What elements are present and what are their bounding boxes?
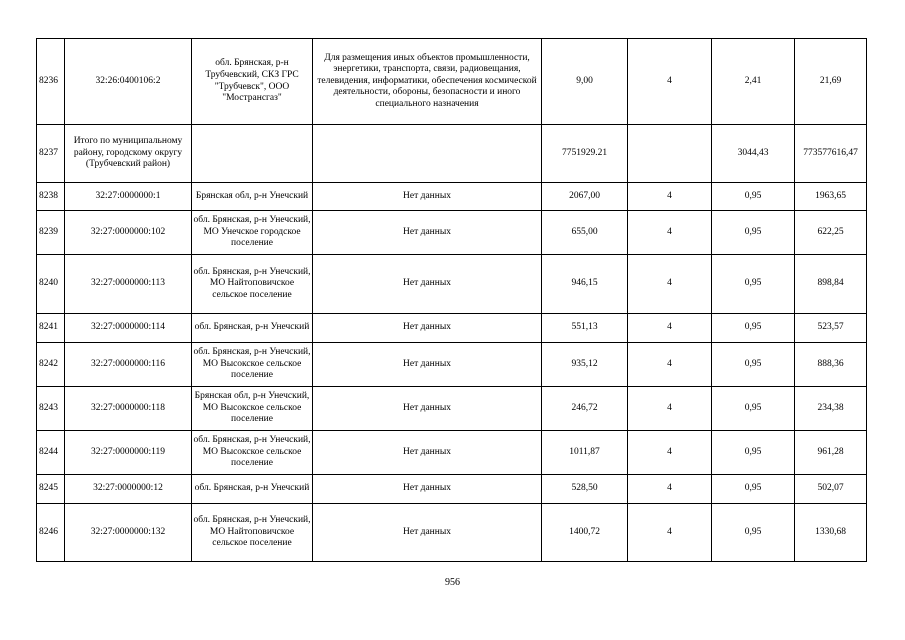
cadastral-number: 32:27:0000000:119 — [65, 431, 192, 475]
cadastral-number: 32:27:0000000:113 — [65, 255, 192, 314]
area: 946,15 — [542, 255, 628, 314]
specific-value: 0,95 — [712, 211, 795, 255]
table-row — [37, 125, 867, 183]
address: обл. Брянская, р-н Унечский, МО Высокское сельское поселение — [192, 343, 313, 387]
row-number: 8241 — [37, 314, 65, 343]
cadastral-value: 888,36 — [795, 343, 867, 387]
table-row — [37, 343, 867, 387]
address: обл. Брянская, р-н Унечский, МО Найтоповичское сельское поселение — [192, 504, 313, 562]
group: 4 — [628, 255, 712, 314]
table-row — [37, 39, 867, 125]
table-row — [37, 314, 867, 343]
area: 1400,72 — [542, 504, 628, 562]
specific-value: 0,95 — [712, 183, 795, 211]
cadastral-number: 32:27:0000000:118 — [65, 387, 192, 431]
cadastral-number: Итого по муниципальному району, городскому округу (Трубчевский район) — [65, 125, 192, 183]
usage-type: Нет данных — [313, 183, 542, 211]
page-number: 956 — [445, 577, 460, 588]
usage-type: Нет данных — [313, 255, 542, 314]
cadastral-number: 32:26:0400106:2 — [65, 39, 192, 125]
cadastral-value-table — [36, 38, 867, 562]
table-row — [37, 211, 867, 255]
specific-value: 0,95 — [712, 387, 795, 431]
group: 4 — [628, 387, 712, 431]
group: 4 — [628, 39, 712, 125]
usage-type: Нет данных — [313, 211, 542, 255]
usage-type: Нет данных — [313, 314, 542, 343]
address: Брянская обл, р-н Унечский, МО Высокское сельское поселение — [192, 387, 313, 431]
usage-type: Нет данных — [313, 387, 542, 431]
cadastral-number: 32:27:0000000:132 — [65, 504, 192, 562]
specific-value: 3044,43 — [712, 125, 795, 183]
table-row — [37, 504, 867, 562]
cadastral-value: 773577616,47 — [795, 125, 867, 183]
cadastral-number: 32:27:0000000:116 — [65, 343, 192, 387]
cadastral-value: 1963,65 — [795, 183, 867, 211]
usage-type: Нет данных — [313, 343, 542, 387]
row-number: 8239 — [37, 211, 65, 255]
area: 2067,00 — [542, 183, 628, 211]
cadastral-number: 32:27:0000000:12 — [65, 475, 192, 504]
group: 4 — [628, 183, 712, 211]
specific-value: 0,95 — [712, 504, 795, 562]
cadastral-value: 898,84 — [795, 255, 867, 314]
row-number: 8237 — [37, 125, 65, 183]
usage-type: Нет данных — [313, 475, 542, 504]
usage-type: Для размещения иных объектов промышленности, энергетики, транспорта, связи, радиовещания, телевидения, информатики, обеспечения космической деятельности, обороны, безопасности и иного специального назначения — [313, 39, 542, 125]
usage-type — [313, 125, 542, 183]
specific-value: 0,95 — [712, 314, 795, 343]
group: 4 — [628, 475, 712, 504]
specific-value: 0,95 — [712, 475, 795, 504]
group: 4 — [628, 504, 712, 562]
cadastral-value: 523,57 — [795, 314, 867, 343]
table-row — [37, 475, 867, 504]
usage-type: Нет данных — [313, 431, 542, 475]
table-row — [37, 183, 867, 211]
row-number: 8238 — [37, 183, 65, 211]
specific-value: 2,41 — [712, 39, 795, 125]
area: 551,13 — [542, 314, 628, 343]
cadastral-value: 961,28 — [795, 431, 867, 475]
row-number: 8236 — [37, 39, 65, 125]
table-row — [37, 255, 867, 314]
table-row — [37, 431, 867, 475]
address: обл. Брянская, р-н Унечский, МО Высокское сельское поселение — [192, 431, 313, 475]
row-number: 8246 — [37, 504, 65, 562]
table-body — [37, 39, 867, 562]
cadastral-number: 32:27:0000000:114 — [65, 314, 192, 343]
row-number: 8240 — [37, 255, 65, 314]
group: 4 — [628, 211, 712, 255]
cadastral-number: 32:27:0000000:102 — [65, 211, 192, 255]
cadastral-value: 234,38 — [795, 387, 867, 431]
row-number: 8244 — [37, 431, 65, 475]
address: обл. Брянская, р-н Унечский — [192, 314, 313, 343]
row-number: 8242 — [37, 343, 65, 387]
area: 528,50 — [542, 475, 628, 504]
group: 4 — [628, 343, 712, 387]
group — [628, 125, 712, 183]
address — [192, 125, 313, 183]
address: обл. Брянская, р-н Унечский, МО Унечское городское поселение — [192, 211, 313, 255]
area: 655,00 — [542, 211, 628, 255]
group: 4 — [628, 431, 712, 475]
cadastral-value: 502,07 — [795, 475, 867, 504]
area: 935,12 — [542, 343, 628, 387]
area: 246,72 — [542, 387, 628, 431]
address: Брянская обл, р-н Унечский — [192, 183, 313, 211]
address: обл. Брянская, р-н Трубчевский, СКЗ ГРС "Трубчевск", ООО "Мострансгаз" — [192, 39, 313, 125]
group: 4 — [628, 314, 712, 343]
address: обл. Брянская, р-н Унечский — [192, 475, 313, 504]
usage-type: Нет данных — [313, 504, 542, 562]
area: 7751929.21 — [542, 125, 628, 183]
table-row — [37, 387, 867, 431]
specific-value: 0,95 — [712, 255, 795, 314]
address: обл. Брянская, р-н Унечский, МО Найтоповичское сельское поселение — [192, 255, 313, 314]
row-number: 8245 — [37, 475, 65, 504]
specific-value: 0,95 — [712, 431, 795, 475]
specific-value: 0,95 — [712, 343, 795, 387]
cadastral-value: 622,25 — [795, 211, 867, 255]
area: 1011,87 — [542, 431, 628, 475]
row-number: 8243 — [37, 387, 65, 431]
cadastral-number: 32:27:0000000:1 — [65, 183, 192, 211]
cadastral-value: 21,69 — [795, 39, 867, 125]
cadastral-value: 1330,68 — [795, 504, 867, 562]
area: 9,00 — [542, 39, 628, 125]
